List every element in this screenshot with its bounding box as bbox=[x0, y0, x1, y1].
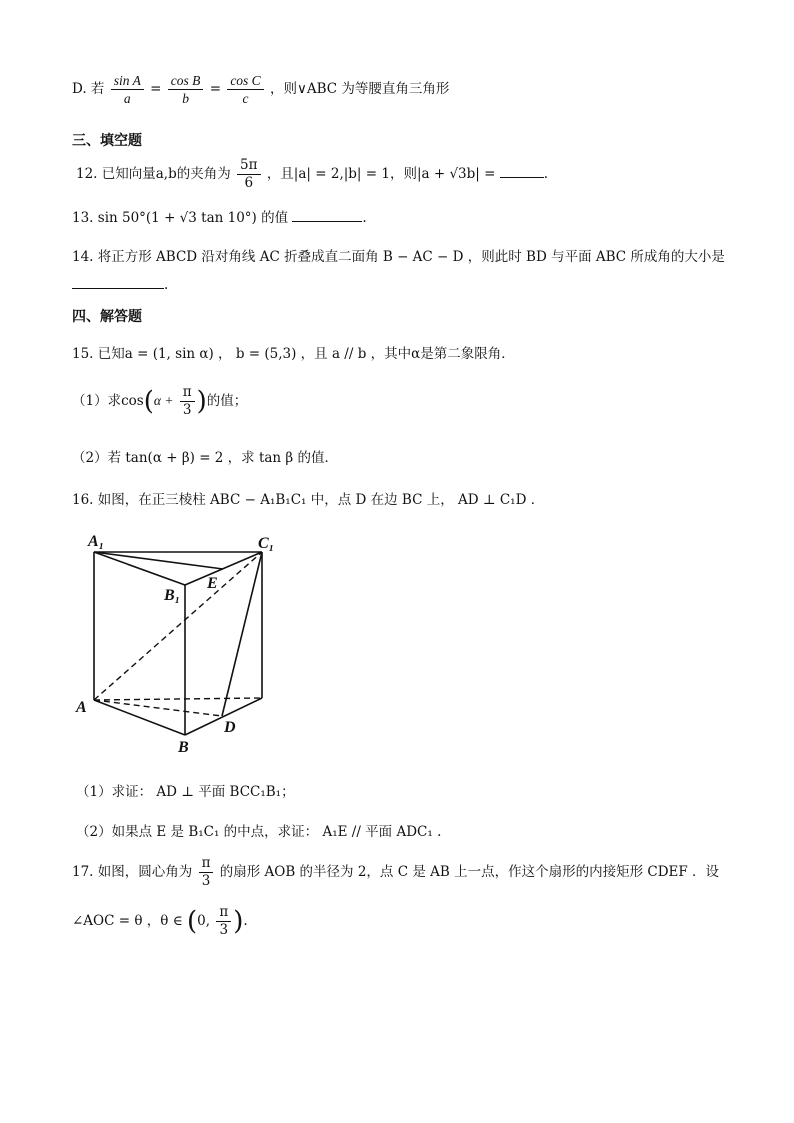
edge-a1-b1 bbox=[94, 552, 185, 585]
theta-condition: ∠AOC = θ ，θ ∈ bbox=[72, 913, 183, 929]
prism-figure bbox=[70, 528, 310, 758]
part-1-end: 的值； bbox=[206, 393, 248, 409]
section-fill-in-title: 三、填空题 bbox=[72, 133, 142, 149]
fraction-cosC-over-c: $\frac{\text{cos C}}{c}$ bbox=[227, 72, 263, 107]
question-17-condition: ∠AOC = θ ，θ ∈ (0, $\frac{\pi}{3}$ ). bbox=[72, 904, 248, 938]
label-a1: A₁ bbox=[88, 533, 105, 550]
label-b1: B₁ bbox=[164, 587, 181, 604]
question-13-text: 13. sin 50°(1 + √3 tan 10°) 的值 bbox=[72, 210, 289, 226]
fraction-pi-over-3-interval: $\frac{\pi}{3}$ bbox=[216, 904, 231, 939]
question-16-part-1: （1）求证： AD ⊥ 平面 BCC₁B₁； bbox=[76, 784, 295, 800]
option-d-prefix: D. 若 bbox=[72, 81, 105, 97]
fraction-cosB-over-b: $\frac{\text{cos B}}{b}$ bbox=[168, 72, 204, 107]
question-15-intro: 15. 已知a = (1, sin α) ， b = (5,3) ，且 a // b ，其中α是第二象限角． bbox=[72, 346, 515, 362]
interval-start: 0, bbox=[197, 913, 211, 929]
question-12-text-a: 12. 已知向量a,b的夹角为 bbox=[76, 166, 231, 182]
period: . bbox=[243, 913, 248, 929]
question-15-part-1: （1）求cos(α + $\frac{\pi}{3}$ )的值； bbox=[72, 384, 248, 418]
edge-b1-c1 bbox=[185, 552, 262, 585]
section-solutions-title: 四、解答题 bbox=[72, 309, 142, 325]
fraction-sinA-over-a: $\frac{\text{sin A}}{a}$ bbox=[111, 72, 144, 107]
question-16-part-2: （2）如果点 E 是 B₁C₁ 的中点，求证： A₁E // 平面 ADC₁ . bbox=[76, 824, 442, 840]
question-12 bbox=[76, 157, 548, 192]
dashed-a-c bbox=[94, 698, 262, 700]
question-17-text-b: 的扇形 AOB 的半径为 2，点 C 是 AB 上一点，作这个扇形的内接矩形 CDEF ．设 bbox=[219, 864, 720, 880]
fraction-pi-over-3: $\frac{\pi}{3}$ bbox=[199, 855, 214, 890]
period: . bbox=[543, 166, 549, 182]
question-13 bbox=[72, 206, 367, 226]
answer-blank-14[interactable] bbox=[72, 276, 164, 289]
dashed-a-c1 bbox=[94, 552, 262, 700]
segment-c1-d bbox=[222, 552, 262, 716]
label-c1: C₁ bbox=[258, 535, 275, 552]
question-16-intro: 16. 如图，在正三棱柱 ABC − A₁B₁C₁ 中，点 D 在边 BC 上， AD ⊥ C₁D ． bbox=[72, 492, 545, 508]
period: . bbox=[164, 277, 169, 293]
answer-blank-12[interactable] bbox=[500, 165, 544, 178]
alpha-plus: α + bbox=[153, 393, 174, 408]
fraction-5pi-over-6: $\frac{5\pi}{6}$ bbox=[237, 157, 260, 192]
part-1-label: （1）求cos bbox=[72, 393, 144, 409]
period: . bbox=[362, 210, 367, 226]
option-d: D. 若 $\frac{\text{sin A}}{a}$ = $\frac{\text{cos B}}{b}$ = $\frac{\text{cos C}}{c}$ ，则∨ABC 为等腰直角三角形 bbox=[72, 73, 450, 106]
segment-a1-e bbox=[94, 552, 223, 569]
question-14 bbox=[72, 245, 725, 265]
option-d-suffix: ，则∨ABC 为等腰直角三角形 bbox=[269, 81, 450, 97]
fraction-pi-over-3: $\frac{\pi}{3}$ bbox=[180, 384, 195, 419]
label-a: A bbox=[76, 699, 87, 716]
question-14-answer bbox=[72, 276, 168, 293]
question-12-text-b: ，且|a| = 2,|b| = 1，则|a + √3b| = bbox=[266, 166, 496, 182]
question-17-text-a: 17. 如图，圆心角为 bbox=[72, 864, 193, 880]
label-d: D bbox=[224, 719, 236, 736]
question-14-text: 14. 将正方形 ABCD 沿对角线 AC 折叠成直二面角 B − AC − D ，则此时 BD 与平面 ABC 所成角的大小是 bbox=[72, 249, 725, 265]
question-15-part-2: （2）若 tan(α + β) = 2 ，求 tan β 的值． bbox=[72, 450, 339, 466]
label-b: B bbox=[178, 739, 189, 756]
label-e: E bbox=[207, 575, 218, 592]
answer-blank-13[interactable] bbox=[292, 209, 362, 222]
question-17 bbox=[72, 855, 719, 890]
